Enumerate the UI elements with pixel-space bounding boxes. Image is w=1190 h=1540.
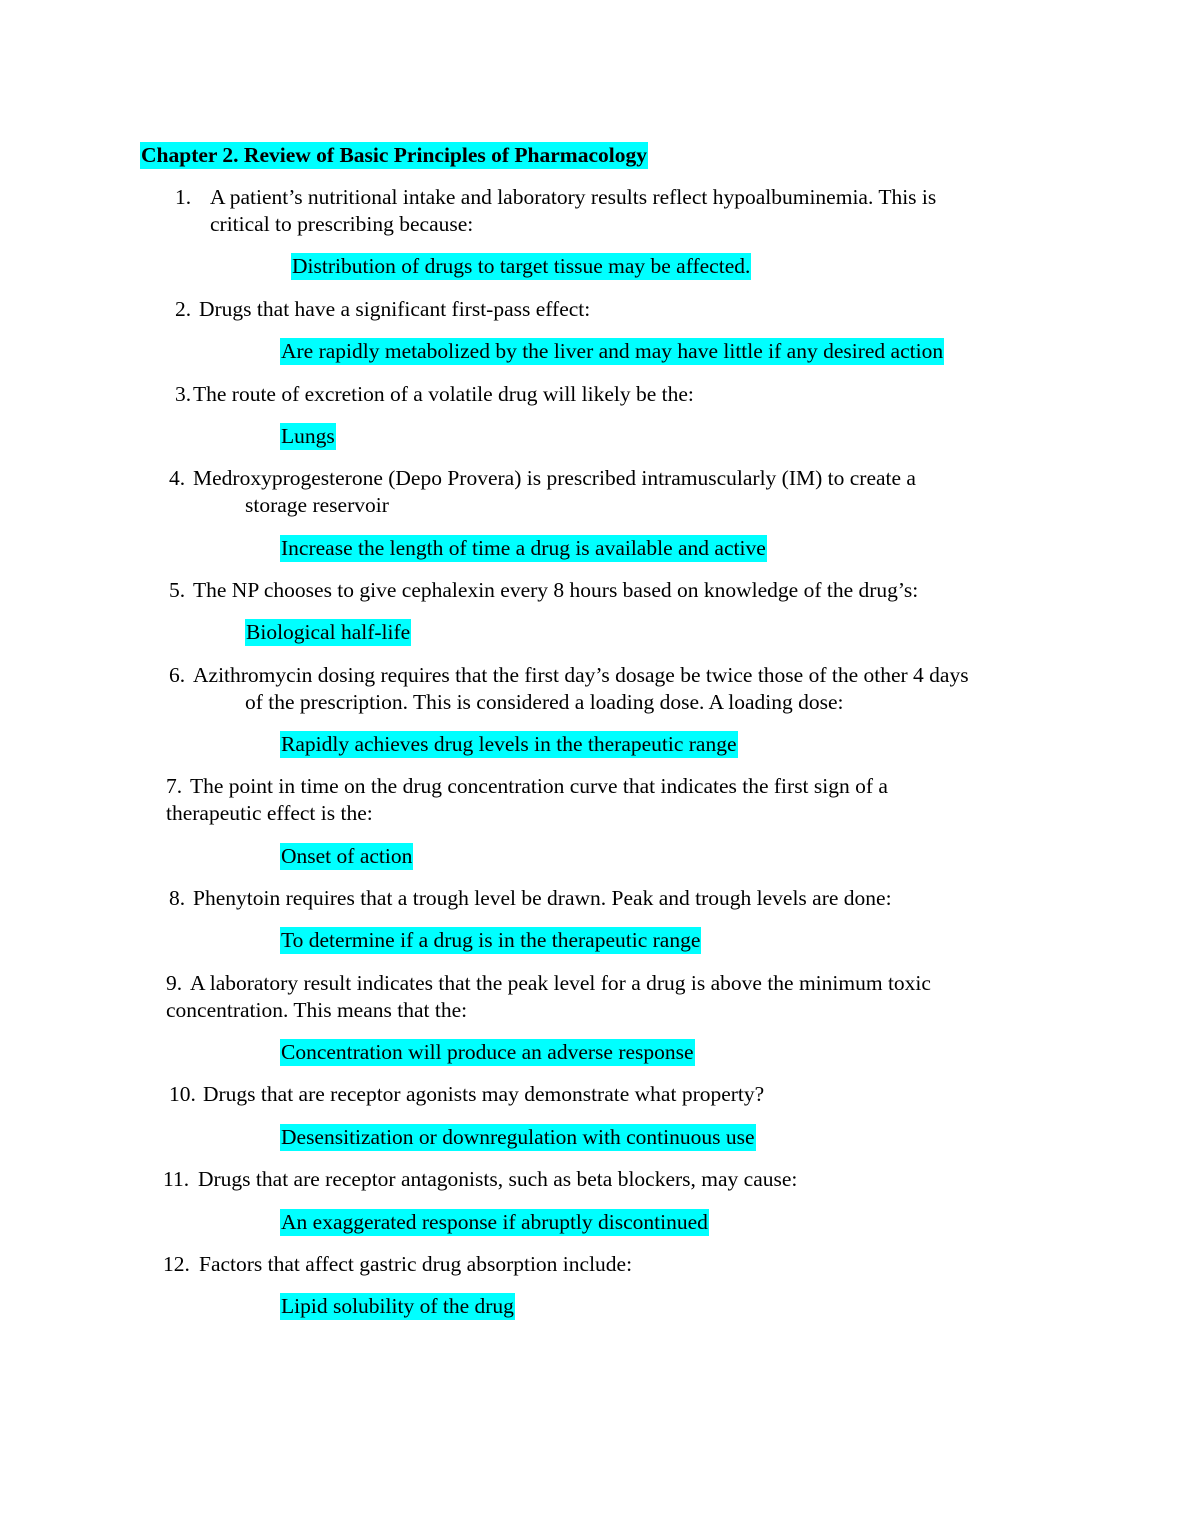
answer-10-highlight: Desensitization or downregulation with continuous use <box>281 1125 755 1149</box>
question-11-line-1: Drugs that are receptor antagonists, such as beta blockers, may cause: <box>198 1167 798 1191</box>
question-7-line-2: therapeutic effect is the: <box>166 801 373 825</box>
question-3-number: 3. <box>175 382 192 406</box>
answer-2 <box>280 337 944 365</box>
question-11-number: 11. <box>163 1167 190 1191</box>
question-12-number: 12. <box>163 1252 190 1276</box>
answer-1 <box>291 252 751 280</box>
question-1-number: 1. <box>175 185 192 209</box>
answer-2-highlight: Are rapidly metabolized by the liver and may have little if any desired action <box>281 339 944 363</box>
title-highlight: Chapter 2. Review of Basic Principles of Pharmacology <box>141 143 647 167</box>
answer-8 <box>280 926 701 954</box>
answer-10 <box>280 1123 756 1151</box>
answer-11 <box>280 1208 709 1236</box>
question-9-line-2: concentration. This means that the: <box>166 998 468 1022</box>
question-9-line-1: A laboratory result indicates that the peak level for a drug is above the minimum toxic <box>190 971 931 995</box>
question-10-line-1: Drugs that are receptor agonists may demonstrate what property? <box>203 1082 765 1106</box>
question-3-line-1: The route of excretion of a volatile drug will likely be the: <box>193 382 694 406</box>
answer-4-highlight: Increase the length of time a drug is available and active <box>281 536 766 560</box>
answer-11-highlight: An exaggerated response if abruptly discontinued <box>281 1210 708 1234</box>
question-10-number: 10. <box>169 1082 196 1106</box>
question-5-line-1: The NP chooses to give cephalexin every 8 hours based on knowledge of the drug’s: <box>193 578 919 602</box>
answer-1-highlight: Distribution of drugs to target tissue may be affected. <box>292 254 751 278</box>
answer-7-highlight: Onset of action <box>281 844 413 868</box>
answer-5-highlight: Biological half-life <box>246 620 411 644</box>
answer-12 <box>280 1292 515 1320</box>
answer-4 <box>280 534 767 562</box>
question-4-line-2: storage reservoir <box>245 493 389 517</box>
question-7-line-1: The point in time on the drug concentration curve that indicates the first sign of a <box>190 774 888 798</box>
question-1-line-1: A patient’s nutritional intake and laboratory results reflect hypoalbuminemia. This is <box>210 185 937 209</box>
answer-7 <box>280 842 413 870</box>
question-1-line-2: critical to prescribing because: <box>210 212 474 236</box>
question-7-number: 7. <box>166 774 183 798</box>
question-6-line-1: Azithromycin dosing requires that the first day’s dosage be twice those of the other 4 days <box>193 663 969 687</box>
page-title <box>140 141 648 169</box>
answer-8-highlight: To determine if a drug is in the therapeutic range <box>281 928 701 952</box>
question-4-line-1: Medroxyprogesterone (Depo Provera) is prescribed intramuscularly (IM) to create a <box>193 466 916 490</box>
question-12-line-1: Factors that affect gastric drug absorption include: <box>199 1252 633 1276</box>
question-6-line-2: of the prescription. This is considered a loading dose. A loading dose: <box>245 690 844 714</box>
question-2-line-1: Drugs that have a significant first-pass effect: <box>199 297 591 321</box>
question-4-number: 4. <box>169 466 186 490</box>
answer-9 <box>280 1038 695 1066</box>
answer-3-highlight: Lungs <box>281 424 335 448</box>
answer-3 <box>280 422 336 450</box>
question-6-number: 6. <box>169 663 186 687</box>
question-9-number: 9. <box>166 971 183 995</box>
question-8-line-1: Phenytoin requires that a trough level be drawn. Peak and trough levels are done: <box>193 886 892 910</box>
answer-6-highlight: Rapidly achieves drug levels in the therapeutic range <box>281 732 737 756</box>
question-2-number: 2. <box>175 297 192 321</box>
question-5-number: 5. <box>169 578 186 602</box>
answer-9-highlight: Concentration will produce an adverse response <box>281 1040 694 1064</box>
answer-12-highlight: Lipid solubility of the drug <box>281 1294 514 1318</box>
answer-6 <box>280 730 738 758</box>
answer-5 <box>245 618 411 646</box>
question-8-number: 8. <box>169 886 186 910</box>
